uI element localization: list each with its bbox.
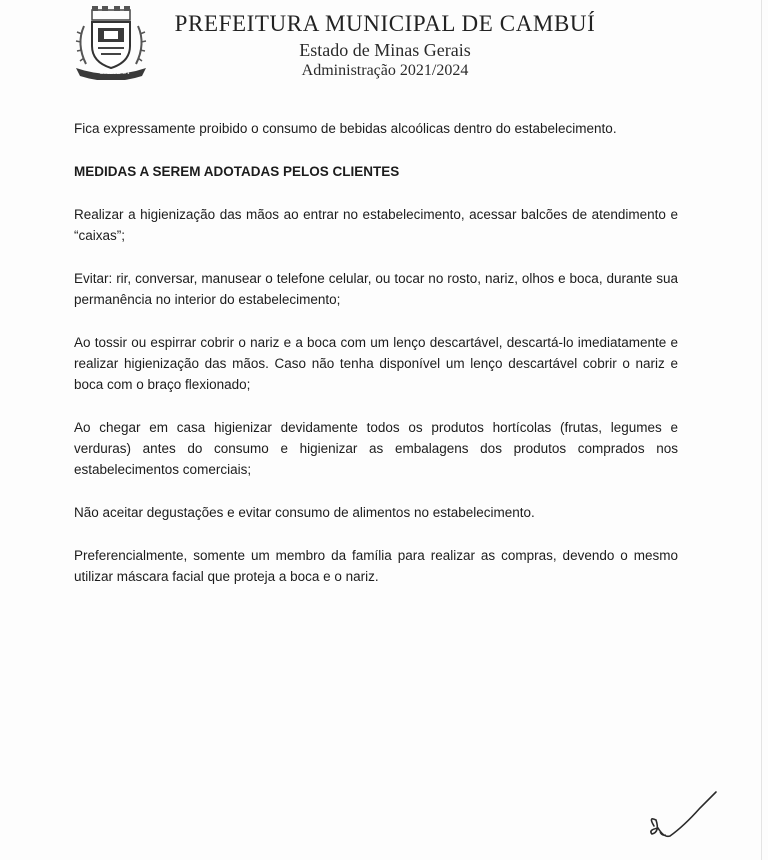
page-title: PREFEITURA MUNICIPAL DE CAMBUÍ [174, 11, 596, 36]
paragraph-hand-hygiene: Realizar a higienização das mãos ao entrar no estabelecimento, acessar balcões de atendimento e “caixas”; [74, 207, 678, 243]
document-header [150, 10, 620, 80]
paragraph-one-member: Preferencialmente, somente um membro da família para realizar as compras, devendo o mesmo utilizar máscara facial que proteja a boca e o nariz. [74, 548, 678, 584]
state-subtitle: Estado de Minas Gerais [299, 40, 471, 60]
intro-paragraph: Fica expressamente proibido o consumo de bebidas alcoólicas dentro do estabelecimento. [74, 121, 617, 136]
crest-banner-text: CAMBUÍ [99, 68, 131, 76]
paragraph-tastings: Não aceitar degustações e evitar consumo de alimentos no estabelecimento. [74, 505, 535, 520]
administration-subtitle: Administração 2021/2024 [301, 62, 469, 79]
section-heading: MEDIDAS A SEREM ADOTADAS PELOS CLIENTES [74, 164, 400, 179]
document-body [74, 118, 678, 609]
paragraph-avoid: Evitar: rir, conversar, manusear o telefone celular, ou tocar no rosto, nariz, olhos e boca, durante sua permanência no interior do estabelecimento; [74, 271, 678, 307]
page-edge [761, 0, 762, 860]
paragraph-home: Ao chegar em casa higienizar devidamente todos os produtos hortícolas (frutas, legumes e verduras) antes do consumo e higienizar as embalagens dos produtos comprados nos estabelecimentos comerciais; [74, 420, 678, 477]
paragraph-cough: Ao tossir ou espirrar cobrir o nariz e a boca com um lenço descartável, descartá-lo imediatamente e realizar higienização das mãos. Caso não tenha disponível um lenço descartável cobrir o nariz e boca com o braço flexionado; [74, 335, 678, 392]
municipal-coat-of-arms-icon [70, 4, 152, 80]
handwritten-initials-icon [640, 786, 726, 846]
